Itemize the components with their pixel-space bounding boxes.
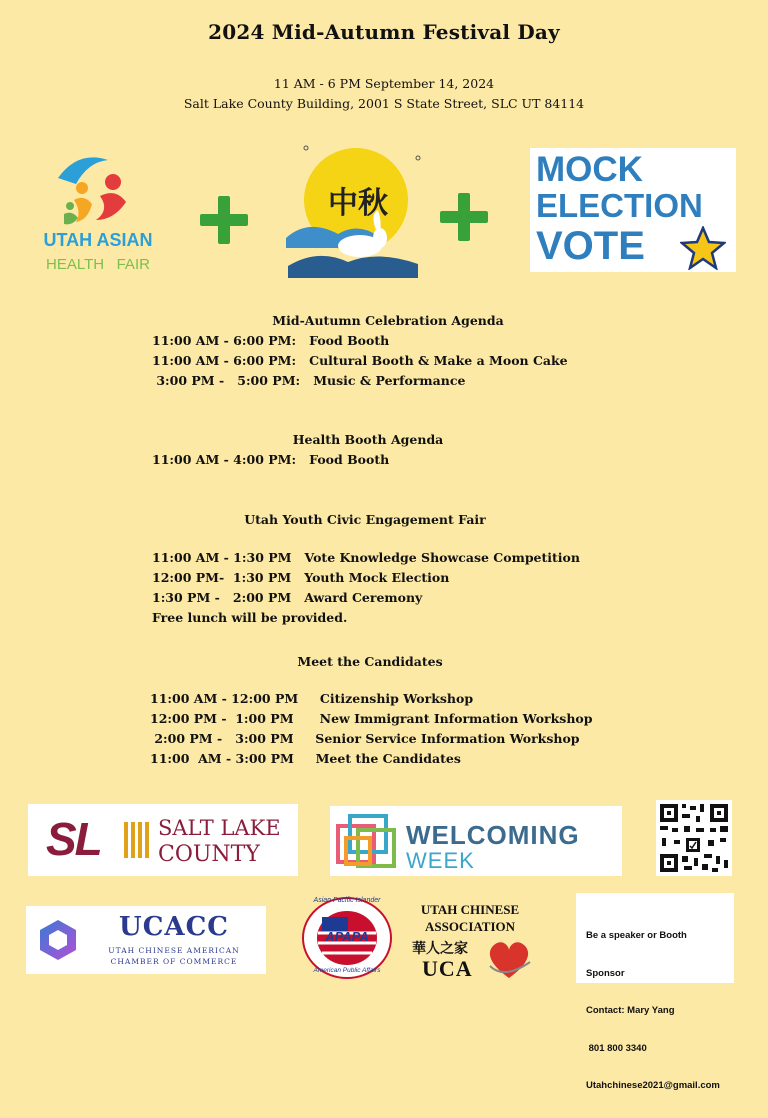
plus-icon [200,196,248,244]
welcoming-text: WELCOMING [406,820,580,850]
week-text: WEEK [406,848,475,873]
welcoming-week-logo [330,806,622,876]
contact-name: Contact: Mary Yang [586,1005,675,1016]
health-agenda-heading: Health Booth Agenda [292,432,444,447]
uca-abbr: UCA [422,956,473,981]
health-fair-figures-icon [18,148,178,228]
celebration-item: 11:00 AM - 6:00 PM: Food Booth [152,333,390,348]
event-time-date: 11 AM - 6 PM September 14, 2024 [273,76,495,91]
ucacc-name: UCACC [119,912,229,942]
candidates-heading: Meet the Candidates [297,654,443,669]
youth-item: 11:00 AM - 1:30 PM Vote Knowledge Showcase Competition [152,550,580,565]
qr-code[interactable] [656,800,732,876]
mid-autumn-characters: 中秋 [328,186,388,221]
health-fair-text: HEALTH FAIR [46,256,150,273]
uca-chinese-text: 華人之家 [412,941,468,957]
mock-text: MOCK [536,150,643,189]
celebration-agenda-heading: Mid-Autumn Celebration Agenda [272,313,504,328]
candidates-item: 11:00 AM - 12:00 PM Citizenship Workshop [150,691,474,706]
ucacc-logo [26,906,266,974]
event-location: Salt Lake County Building, 2001 S State Street, SLC UT 84114 [183,96,585,111]
sun-rays-icon [122,818,152,862]
star-icon [680,226,726,270]
apapa-logo [300,895,394,981]
candidates-item: 12:00 PM - 1:00 PM New Immigrant Information Workshop [150,711,593,726]
utah-asian-health-fair-logo [18,148,178,278]
celebration-item: 3:00 PM - 5:00 PM: Music & Performance [152,373,466,388]
uca-logo [408,898,538,988]
utah-asian-text: UTAH ASIAN [43,230,153,250]
apapa-top-text: Asian Pacific Islander [313,897,381,904]
contact-email[interactable]: Utahchinese2021@gmail.com [586,1080,720,1091]
county-text: COUNTY [158,842,260,867]
health-item: 11:00 AM - 4:00 PM: Food Booth [152,452,390,467]
qr-code-icon [656,800,732,876]
apapa-bottom-text: American Public Affairs [313,967,381,974]
youth-item: 1:30 PM - 2:00 PM Award Ceremony [152,590,423,605]
contact-line-2: Sponsor [586,967,625,979]
vote-text: VOTE [536,224,645,268]
uca-line1: UTAH CHINESE [420,902,520,917]
plus-icon [440,193,488,241]
candidates-item: 11:00 AM - 3:00 PM Meet the Candidates [150,751,461,766]
heart-icon [484,936,534,982]
mock-election-vote-logo [530,148,736,272]
contact-phone: 801 800 3340 [586,1042,647,1054]
candidates-item: 2:00 PM - 3:00 PM Senior Service Information Workshop [150,731,580,746]
page-title: 2024 Mid-Autumn Festival Day [208,20,560,44]
ucacc-full-name-line1: UTAH CHINESE AMERICAN [108,946,240,955]
youth-fair-heading: Utah Youth Civic Engagement Fair [244,512,486,527]
uca-line2: ASSOCIATION [424,919,516,934]
youth-item: 12:00 PM- 1:30 PM Youth Mock Election [152,570,450,585]
overlapping-squares-icon [336,812,398,870]
salt-lake-text: SALT LAKE [158,816,281,840]
apapa-name: APAPA [325,929,369,944]
slc-sl-mark: SL [46,813,101,865]
ucacc-full-name-line2: CHAMBER OF COMMERCE [110,957,238,966]
election-text: ELECTION [536,187,703,224]
ucacc-hexagon-icon [36,918,80,962]
sponsor-contact-box [576,893,734,1091]
free-lunch-note: Free lunch will be provided. [152,610,348,625]
celebration-item: 11:00 AM - 6:00 PM: Cultural Booth & Make a Moon Cake [152,353,568,368]
salt-lake-county-logo [28,804,298,876]
contact-line-1: Be a speaker or Booth [586,930,687,941]
mid-autumn-logo [278,138,428,283]
